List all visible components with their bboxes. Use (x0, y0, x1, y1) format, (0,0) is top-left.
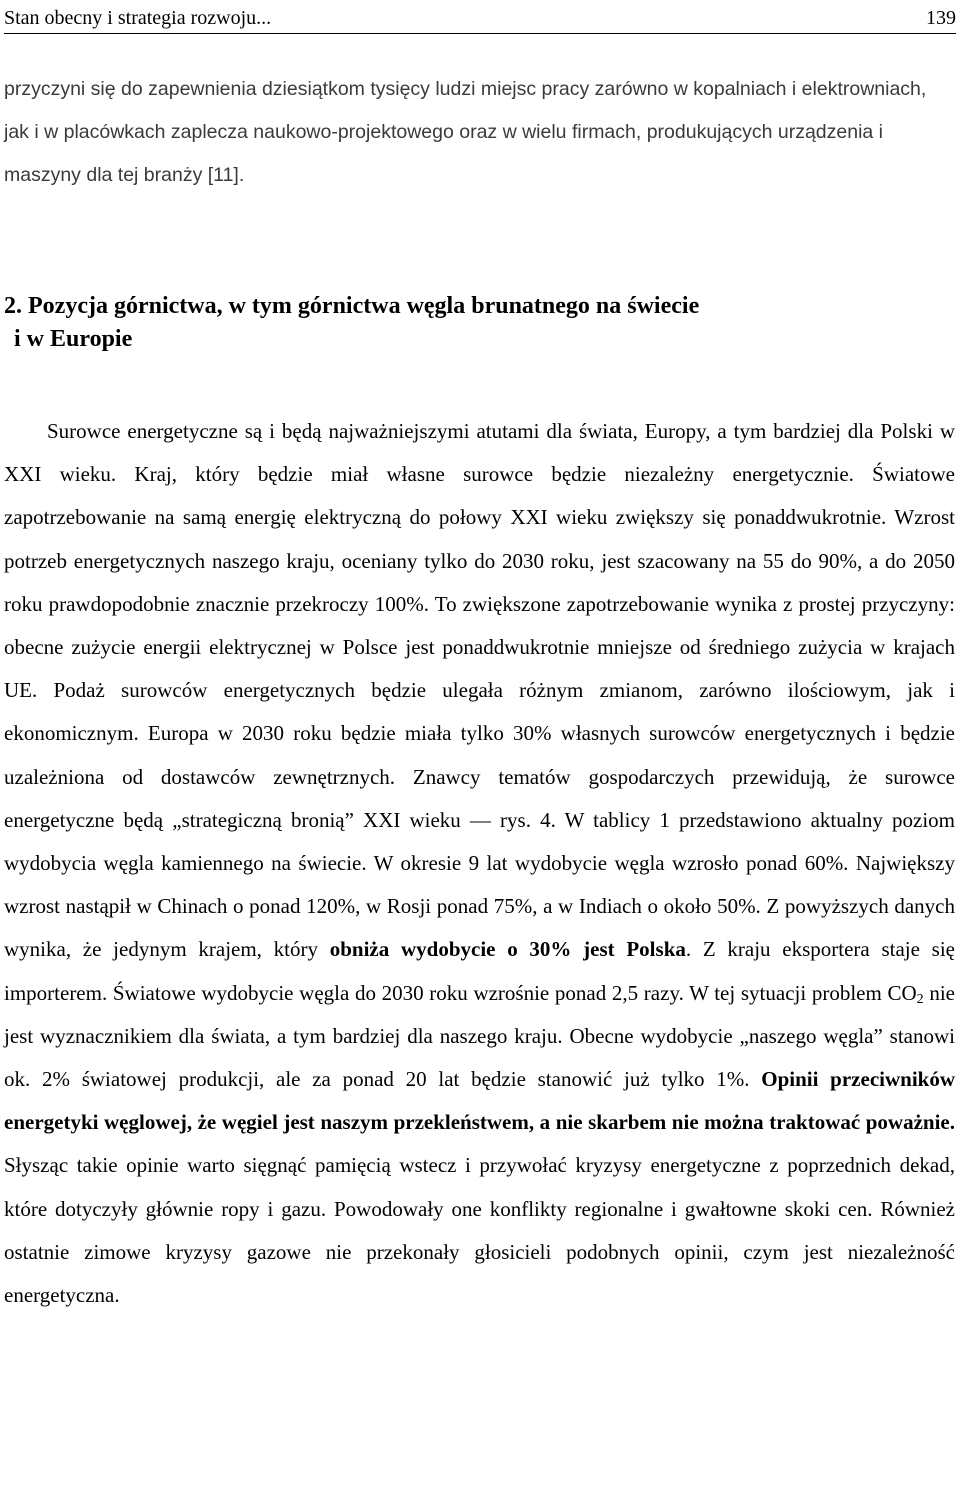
body-text-part2: . Z kraju eksportera staje się importerem. Światowe wydobycie węgla do 2030 roku wzrośnie ponad 2,5 razy. W tej sytuacji problem CO (4, 937, 955, 1005)
body-text-part4: Słysząc takie opinie warto sięgnąć pamięcią wstecz i przywołać kryzysy energetyczne z poprzednich dekad, które dotyczyły głównie ropy i gazu. Powodowały one konflikty regionalne i gwałtowne skoki cen. Również ostatnie zimowe kryzysy gazowe nie przekonały głosicieli podobnych opinii, czym jest niezależność energetyczna. (4, 1153, 955, 1308)
intro-paragraph: przyczyni się do zapewnienia dziesiątkom tysięcy ludzi miejsc pracy zarówno w kopalniach i elektrowniach, jak i w placówkach zaplecza naukowo-projektowego oraz w wielu firmach, produkujących urządzenia i maszyny dla tej branży [11]. (4, 78, 927, 186)
page-number: 139 (926, 7, 956, 29)
page-header (4, 3, 956, 34)
bold-statement-poland: obniża wydobycie o 30% jest Polska (329, 937, 686, 962)
section-heading-line2: i w Europie (14, 326, 133, 352)
bold-statement-opinions: Opinii przeciwników energetyki węglowej, że węgiel jest naszym przekleństwem, a nie skarbem nie można traktować poważnie. (4, 1067, 955, 1135)
running-title: Stan obecny i strategia rozwoju... (4, 7, 272, 29)
body-text-part1: Surowce energetyczne są i będą najważniejszymi atutami dla świata, Europy, a tym bardziej dla Polski w XXI wieku. Kraj, który będzie miał własne surowce będzie niezależny energetycznie. Światowe zapotrzebowanie na samą energię elektryczną do połowy XXI wieku zwiększy się ponaddwukrotnie. Wzrost potrzeb energetycznych naszego kraju, oceniany tylko do 2030 roku, jest szacowany na 55 do 90%, a do 2050 roku prawdopodobnie znacznie przekroczy 100%. To zwiększone zapotrzebowanie wynika z prostej przyczyny: obecne zużycie energii elektrycznej w Polsce jest ponaddwukrotnie mniejsze od średniego zużycia w krajach UE. Podaż surowców energetycznych będzie ulegała różnym zmianom, zarówno ilościowym, jak i ekonomicznym. Europa w 2030 roku będzie miała tylko 30% własnych surowców energetycznych i będzie uzależniona od dostawców zewnętrznych. Znawcy tematów gospodarczych przewidują, że surowce energetyczne będą „strategiczną bronią” XXI wieku — rys. 4. W tablicy 1 przedstawiono aktualny poziom wydobycia węgla kamiennego na świecie. W okresie 9 lat wydobycie węgla wzrosło ponad 60%. Największy wzrost nastąpił w Chinach o ponad 120%, w Rosji ponad 75%, a w Indiach o około 50%. Z powyższych danych wynika, że jedynym krajem, który (4, 419, 955, 962)
body-paragraph (4, 410, 955, 1317)
co2-subscript: 2 (916, 991, 924, 1007)
section-heading-line1: 2. Pozycja górnictwa, w tym górnictwa węgla brunatnego na świecie (4, 293, 700, 319)
section-heading (4, 290, 955, 356)
body-text-part3: nie jest wyznacznikiem dla świata, a tym bardziej dla naszego kraju. Obecne wydobycie „naszego węgla” stanowi ok. 2% światowej produkcji, ale za ponad 20 lat będzie stanowić już tylko 1%. (4, 980, 955, 1092)
